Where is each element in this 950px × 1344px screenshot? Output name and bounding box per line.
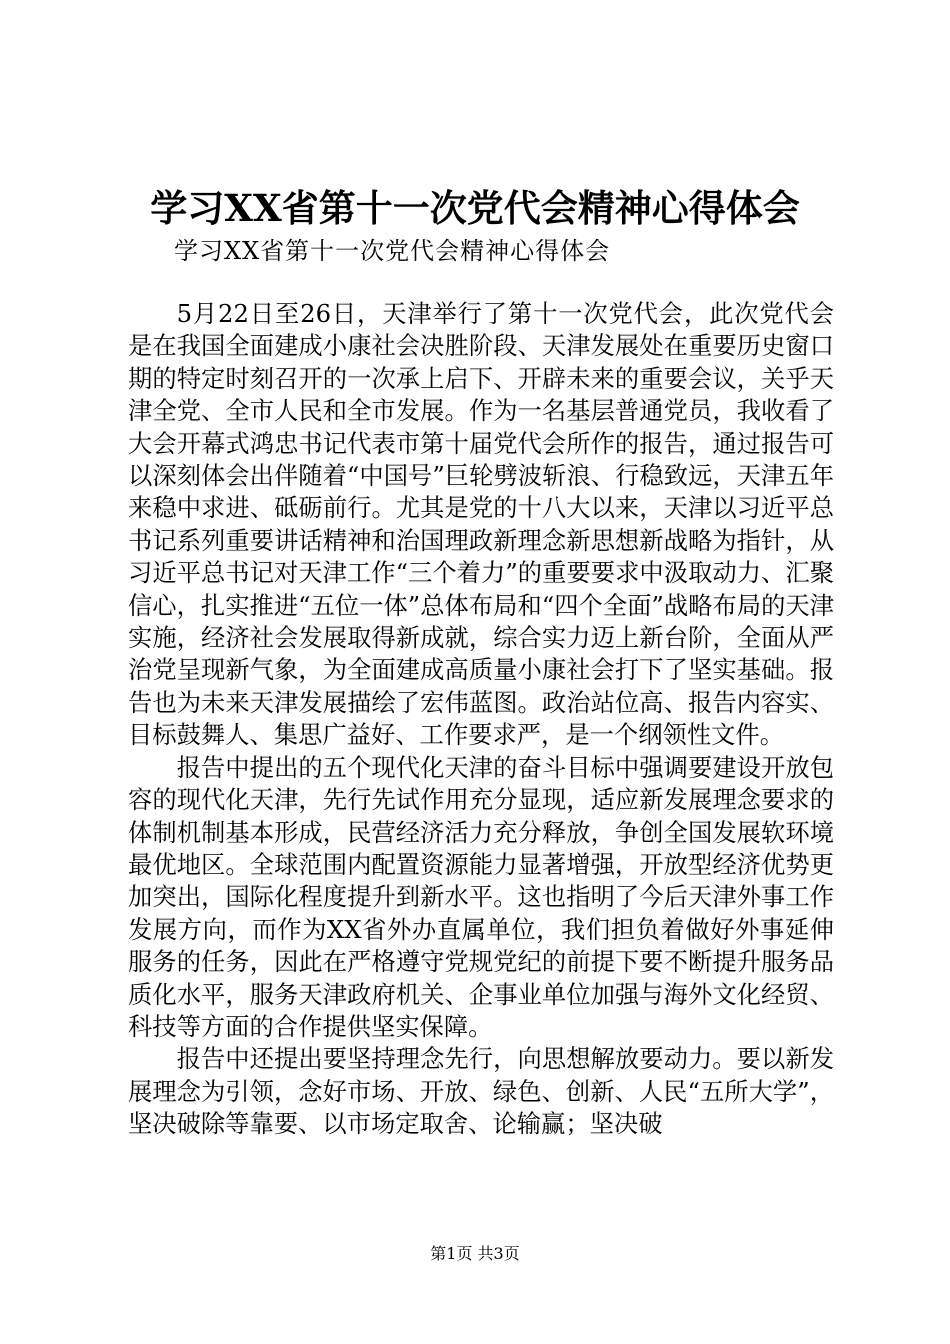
document-subtitle: 学习XX省第十一次党代会精神心得体会 <box>174 237 611 265</box>
document-title: 学习XX省第十一次党代会精神心得体会 <box>150 186 800 230</box>
paragraph-1: 5月22日至26日，天津举行了第十一次党代会，此次党代会是在我国全面建成小康社会决胜阶段、天津发展处在重要历史窗口期的特定时刻召开的一次承上启下、开辟未来的重要会议，关乎天津全党、全市人民和全市发展。作为一名基层普通党员，我收看了大会开幕式鸿忠书记代表市第十届党代会所作的报告，通过报告可以深刻体会出伴随着“中国号”巨轮劈波斩浪、行稳致远，天津五年来稳中求进、砥砺前行。尤其是党的十八大以来，天津以习近平总书记系列重要讲话精神和治国理政新理念新思想新战略为指针，从习近平总书记对天津工作“三个着力”的重要要求中汲取动力、汇聚信心，扎实推进“五位一体”总体布局和“四个全面”战略布局的天津实施，经济社会发展取得新成就，综合实力迈上新台阶，全面从严治党呈现新气象，为全面建成高质量小康社会打下了坚实基础。报告也为未来天津发展描绘了宏伟蓝图。政治站位高、报告内容实、目标鼓舞人、集思广益好、工作要求严，是一个纲领性文件。 <box>128 299 834 750</box>
paragraph-2: 报告中提出的五个现代化天津的奋斗目标中强调要建设开放包容的现代化天津，先行先试作用充分显现，适应新发展理念要求的体制机制基本形成，民营经济活力充分释放，争创全国发展软环境最优地区。全球范围内配置资源能力显著增强，开放型经济优势更加突出，国际化程度提升到新水平。这也指明了今后天津外事工作发展方向，而作为XX省外办直属单位，我们担负着做好外事延伸服务的任务，因此在严格遵守党规党纪的前提下要不断提升服务品质化水平，服务天津政府机关、企事业单位加强与海外文化经贸、科技等方面的合作提供坚实保障。 <box>128 752 834 1041</box>
paragraph-3: 报告中还提出要坚持理念先行，向思想解放要动力。要以新发展理念为引领，念好市场、开放、绿色、创新、人民“五所大学”，坚决破除等靠要、以市场定取舍、论输赢；坚决破 <box>128 1044 834 1139</box>
page-footer: 第1页 共3页 <box>430 1244 520 1263</box>
document-body <box>128 298 834 1141</box>
